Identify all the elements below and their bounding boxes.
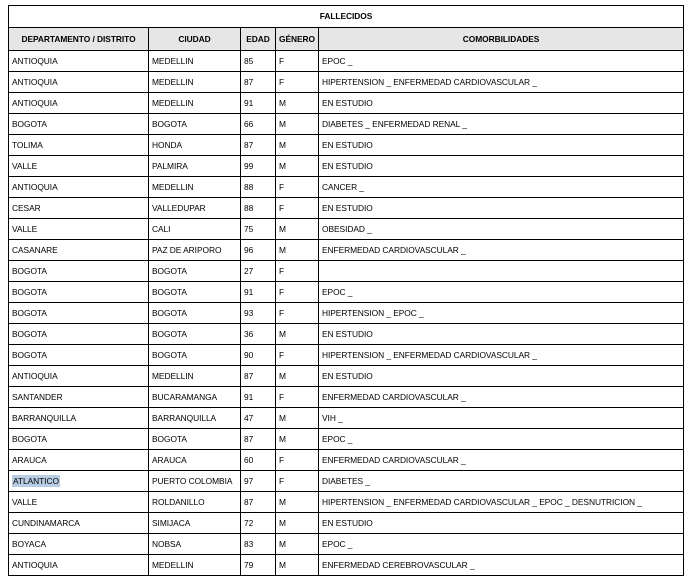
table-body (9, 6, 684, 576)
cell-departamento[interactable]: VALLE (9, 156, 149, 177)
cell-ciudad[interactable]: MEDELLIN (149, 366, 241, 387)
cell-edad[interactable]: 60 (241, 450, 276, 471)
cell-edad[interactable]: 96 (241, 240, 276, 261)
cell-edad[interactable]: 87 (241, 366, 276, 387)
column-header-ciudad[interactable]: CIUDAD (149, 28, 241, 51)
cell-edad[interactable]: 79 (241, 555, 276, 576)
cell-ciudad[interactable]: SIMIJACA (149, 513, 241, 534)
cell-genero[interactable]: M (276, 429, 319, 450)
highlighted-cell-text: ATLANTICO (13, 476, 59, 486)
cell-genero[interactable]: F (276, 261, 319, 282)
cell-comorbilidades[interactable]: ENFERMEDAD CARDIOVASCULAR _ (319, 387, 684, 408)
fallecidos-table (8, 5, 684, 576)
cell-departamento[interactable]: ARAUCA (9, 450, 149, 471)
cell-departamento[interactable]: TOLIMA (9, 135, 149, 156)
cell-comorbilidades[interactable]: OBESIDAD _ (319, 219, 684, 240)
table-row[interactable] (9, 534, 684, 555)
column-header-edad[interactable]: EDAD (241, 28, 276, 51)
cell-edad[interactable]: 97 (241, 471, 276, 492)
table-row[interactable] (9, 114, 684, 135)
cell-comorbilidades[interactable]: EPOC _ (319, 429, 684, 450)
table-row[interactable] (9, 408, 684, 429)
table-row[interactable] (9, 135, 684, 156)
cell-comorbilidades[interactable]: EPOC _ (319, 282, 684, 303)
table-row[interactable] (9, 93, 684, 114)
cell-departamento[interactable]: BOGOTA (9, 303, 149, 324)
cell-genero[interactable]: M (276, 156, 319, 177)
cell-ciudad[interactable]: BOGOTA (149, 429, 241, 450)
table-row[interactable] (9, 177, 684, 198)
cell-genero[interactable]: F (276, 51, 319, 72)
cell-departamento[interactable]: ANTIOQUIA (9, 51, 149, 72)
table-row[interactable] (9, 198, 684, 219)
cell-edad[interactable]: 75 (241, 219, 276, 240)
cell-genero[interactable]: M (276, 114, 319, 135)
cell-departamento[interactable] (9, 471, 149, 492)
cell-edad[interactable]: 87 (241, 492, 276, 513)
cell-departamento[interactable]: BOGOTA (9, 324, 149, 345)
cell-comorbilidades[interactable]: DIABETES _ (319, 471, 684, 492)
cell-genero[interactable]: F (276, 303, 319, 324)
cell-comorbilidades[interactable]: EN ESTUDIO (319, 513, 684, 534)
table-row[interactable] (9, 324, 684, 345)
cell-departamento[interactable]: SANTANDER (9, 387, 149, 408)
cell-comorbilidades[interactable]: EN ESTUDIO (319, 156, 684, 177)
table-row[interactable] (9, 219, 684, 240)
cell-genero[interactable]: M (276, 240, 319, 261)
table-row[interactable] (9, 387, 684, 408)
cell-ciudad[interactable]: PAZ DE ARIPORO (149, 240, 241, 261)
cell-genero[interactable]: M (276, 408, 319, 429)
cell-comorbilidades[interactable]: HIPERTENSION _ ENFERMEDAD CARDIOVASCULAR _ EPOC _ DESNUTRICION _ (319, 492, 684, 513)
cell-departamento[interactable]: BOGOTA (9, 114, 149, 135)
cell-departamento[interactable]: VALLE (9, 492, 149, 513)
table-row[interactable] (9, 156, 684, 177)
cell-comorbilidades[interactable]: EPOC _ (319, 51, 684, 72)
cell-departamento[interactable]: CASANARE (9, 240, 149, 261)
cell-edad[interactable]: 99 (241, 156, 276, 177)
cell-ciudad[interactable]: BARRANQUILLA (149, 408, 241, 429)
table-row[interactable] (9, 492, 684, 513)
cell-genero[interactable]: F (276, 282, 319, 303)
table-row[interactable] (9, 366, 684, 387)
cell-genero[interactable]: F (276, 177, 319, 198)
cell-ciudad[interactable]: MEDELLIN (149, 72, 241, 93)
cell-edad[interactable]: 72 (241, 513, 276, 534)
cell-ciudad[interactable]: NOBSA (149, 534, 241, 555)
cell-departamento[interactable]: ANTIOQUIA (9, 93, 149, 114)
cell-edad[interactable]: 47 (241, 408, 276, 429)
cell-ciudad[interactable]: ARAUCA (149, 450, 241, 471)
fallecidos-table-container (8, 5, 683, 576)
cell-ciudad[interactable]: BOGOTA (149, 261, 241, 282)
table-row[interactable] (9, 303, 684, 324)
table-row[interactable] (9, 282, 684, 303)
cell-ciudad[interactable]: ROLDANILLO (149, 492, 241, 513)
cell-comorbilidades[interactable]: DIABETES _ ENFERMEDAD RENAL _ (319, 114, 684, 135)
cell-ciudad[interactable]: MEDELLIN (149, 555, 241, 576)
cell-genero[interactable]: M (276, 135, 319, 156)
cell-edad[interactable]: 91 (241, 282, 276, 303)
cell-edad[interactable]: 93 (241, 303, 276, 324)
cell-ciudad[interactable]: BOGOTA (149, 324, 241, 345)
cell-departamento[interactable]: ANTIOQUIA (9, 555, 149, 576)
cell-comorbilidades[interactable]: EN ESTUDIO (319, 366, 684, 387)
cell-departamento[interactable]: ANTIOQUIA (9, 177, 149, 198)
cell-departamento[interactable]: CESAR (9, 198, 149, 219)
cell-edad[interactable]: 90 (241, 345, 276, 366)
cell-genero[interactable]: M (276, 513, 319, 534)
cell-ciudad[interactable]: BUCARAMANGA (149, 387, 241, 408)
table-row[interactable] (9, 513, 684, 534)
cell-comorbilidades[interactable]: EN ESTUDIO (319, 93, 684, 114)
cell-departamento[interactable]: BOGOTA (9, 345, 149, 366)
cell-genero[interactable]: F (276, 345, 319, 366)
cell-departamento[interactable]: ANTIOQUIA (9, 366, 149, 387)
cell-comorbilidades[interactable]: HIPERTENSION _ ENFERMEDAD CARDIOVASCULAR _ (319, 345, 684, 366)
cell-comorbilidades[interactable]: EN ESTUDIO (319, 324, 684, 345)
cell-comorbilidades[interactable]: ENFERMEDAD CARDIOVASCULAR _ (319, 450, 684, 471)
cell-comorbilidades[interactable]: HIPERTENSION _ EPOC _ (319, 303, 684, 324)
cell-genero[interactable]: M (276, 555, 319, 576)
cell-ciudad[interactable]: MEDELLIN (149, 51, 241, 72)
table-row[interactable] (9, 471, 684, 492)
cell-genero[interactable]: M (276, 93, 319, 114)
cell-genero[interactable]: F (276, 72, 319, 93)
cell-ciudad[interactable]: BOGOTA (149, 345, 241, 366)
table-header-row (9, 28, 684, 51)
table-row[interactable] (9, 450, 684, 471)
cell-departamento[interactable]: BOGOTA (9, 429, 149, 450)
cell-edad[interactable]: 83 (241, 534, 276, 555)
cell-comorbilidades[interactable]: ENFERMEDAD CARDIOVASCULAR _ (319, 240, 684, 261)
cell-ciudad[interactable]: VALLEDUPAR (149, 198, 241, 219)
cell-edad[interactable]: 91 (241, 93, 276, 114)
cell-ciudad[interactable]: MEDELLIN (149, 177, 241, 198)
cell-departamento[interactable]: BARRANQUILLA (9, 408, 149, 429)
cell-genero[interactable]: F (276, 387, 319, 408)
cell-edad[interactable]: 27 (241, 261, 276, 282)
cell-edad[interactable]: 88 (241, 177, 276, 198)
cell-edad[interactable]: 66 (241, 114, 276, 135)
cell-genero[interactable]: M (276, 492, 319, 513)
cell-edad[interactable]: 36 (241, 324, 276, 345)
column-header-departamento[interactable]: DEPARTAMENTO / DISTRITO (9, 28, 149, 51)
cell-edad[interactable]: 87 (241, 135, 276, 156)
cell-ciudad[interactable]: PALMIRA (149, 156, 241, 177)
cell-ciudad[interactable]: CALI (149, 219, 241, 240)
cell-comorbilidades[interactable]: VIH _ (319, 408, 684, 429)
cell-edad[interactable]: 85 (241, 51, 276, 72)
cell-genero[interactable]: F (276, 450, 319, 471)
cell-ciudad[interactable]: PUERTO COLOMBIA (149, 471, 241, 492)
cell-edad[interactable]: 87 (241, 72, 276, 93)
cell-comorbilidades[interactable]: EN ESTUDIO (319, 198, 684, 219)
table-row[interactable] (9, 240, 684, 261)
column-header-genero[interactable]: GÉNERO (276, 28, 319, 51)
cell-departamento[interactable]: BOGOTA (9, 261, 149, 282)
cell-departamento[interactable]: VALLE (9, 219, 149, 240)
table-row[interactable] (9, 345, 684, 366)
table-title-row (9, 6, 684, 28)
cell-edad[interactable]: 87 (241, 429, 276, 450)
cell-ciudad[interactable]: BOGOTA (149, 114, 241, 135)
cell-comorbilidades[interactable] (319, 261, 684, 282)
cell-departamento[interactable]: ANTIOQUIA (9, 72, 149, 93)
cell-genero[interactable]: M (276, 366, 319, 387)
cell-edad[interactable]: 88 (241, 198, 276, 219)
cell-genero[interactable]: M (276, 324, 319, 345)
cell-ciudad[interactable]: HONDA (149, 135, 241, 156)
cell-edad[interactable]: 91 (241, 387, 276, 408)
table-row[interactable] (9, 72, 684, 93)
table-row[interactable] (9, 555, 684, 576)
cell-genero[interactable]: M (276, 534, 319, 555)
table-row[interactable] (9, 261, 684, 282)
cell-comorbilidades[interactable]: ENFERMEDAD CEREBROVASCULAR _ (319, 555, 684, 576)
cell-ciudad[interactable]: BOGOTA (149, 282, 241, 303)
cell-departamento[interactable]: CUNDINAMARCA (9, 513, 149, 534)
cell-genero[interactable]: F (276, 198, 319, 219)
cell-ciudad[interactable]: MEDELLIN (149, 93, 241, 114)
cell-genero[interactable]: F (276, 471, 319, 492)
cell-departamento[interactable]: BOGOTA (9, 282, 149, 303)
table-title: FALLECIDOS (9, 6, 684, 28)
table-row[interactable] (9, 429, 684, 450)
column-header-comorbilidades[interactable]: COMORBILIDADES (319, 28, 684, 51)
table-row[interactable] (9, 51, 684, 72)
cell-genero[interactable]: M (276, 219, 319, 240)
cell-departamento[interactable]: BOYACA (9, 534, 149, 555)
cell-comorbilidades[interactable]: EN ESTUDIO (319, 135, 684, 156)
cell-comorbilidades[interactable]: CANCER _ (319, 177, 684, 198)
cell-comorbilidades[interactable]: EPOC _ (319, 534, 684, 555)
cell-comorbilidades[interactable]: HIPERTENSION _ ENFERMEDAD CARDIOVASCULAR _ (319, 72, 684, 93)
cell-ciudad[interactable]: BOGOTA (149, 303, 241, 324)
